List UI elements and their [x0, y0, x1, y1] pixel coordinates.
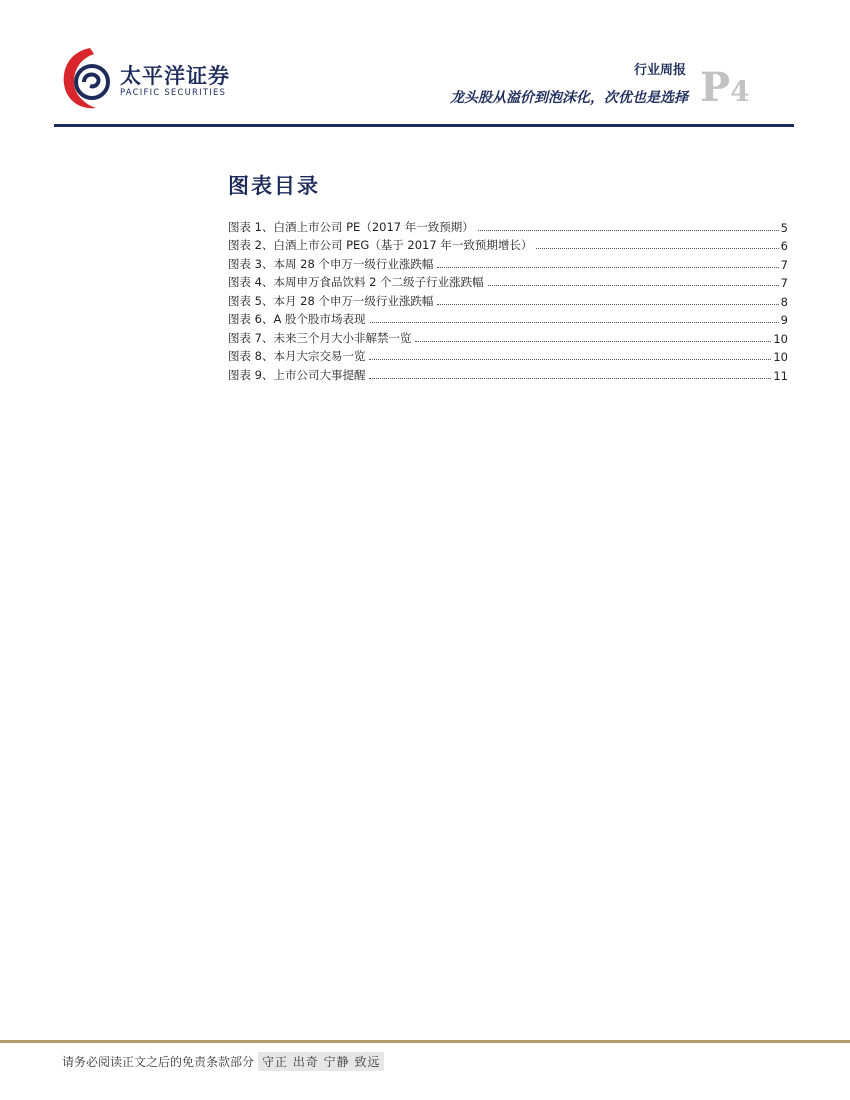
page-prefix: P	[700, 64, 731, 111]
toc-item[interactable]	[228, 253, 788, 272]
report-title: 龙头股从溢价到泡沫化，次优也是选择	[450, 90, 688, 106]
toc-item-page: 8	[780, 294, 788, 309]
toc-item-label: 图表 8、本月大宗交易一览	[228, 349, 366, 363]
toc-item[interactable]	[228, 235, 788, 254]
footer-divider	[0, 1040, 850, 1043]
toc-leader-dots	[370, 321, 779, 323]
toc-leader-dots	[536, 247, 778, 249]
toc-item-page: 9	[780, 313, 788, 327]
page-indicator	[700, 64, 750, 111]
pacific-securities-logo-icon	[60, 44, 116, 112]
toc-item[interactable]	[228, 290, 788, 309]
header-divider	[54, 124, 794, 127]
toc-leader-dots	[437, 303, 778, 305]
toc-item[interactable]	[228, 346, 788, 365]
toc-item[interactable]	[228, 327, 788, 346]
toc-item-page: 6	[780, 239, 788, 253]
toc-item-page: 7	[780, 257, 788, 272]
toc-leader-dots	[415, 340, 771, 342]
page-number: 4	[730, 75, 750, 108]
toc-item-label: 图表 1、白酒上市公司 PE（2017 年一致预期）	[228, 219, 474, 234]
toc-item[interactable]	[228, 364, 788, 383]
toc-item[interactable]	[228, 216, 788, 235]
toc-item-label: 图表 5、本月 28 个申万一级行业涨跌幅	[228, 293, 434, 308]
footer-motto: 守正 出奇 宁静 致远	[258, 1052, 384, 1071]
company-logo	[60, 44, 235, 112]
toc-item-label: 图表 9、上市公司大事提醒	[228, 367, 366, 382]
logo-name-cn: 太平洋证券	[120, 64, 230, 88]
toc-item-label: 图表 3、本周 28 个申万一级行业涨跌幅	[228, 256, 434, 271]
toc-item-label: 图表 7、未来三个月大小非解禁一览	[228, 330, 412, 345]
toc-item-page: 10	[773, 331, 788, 346]
toc-heading: 图表目录	[228, 174, 320, 198]
toc-item[interactable]	[228, 272, 788, 291]
toc-item-page: 5	[780, 220, 788, 235]
table-of-figures	[228, 216, 788, 383]
toc-item-label: 图表 6、A 股个股市场表现	[228, 312, 366, 326]
toc-leader-dots	[369, 377, 771, 379]
toc-item-label: 图表 4、本周申万食品饮料 2 个二级子行业涨跌幅	[228, 275, 484, 289]
footer-disclaimer: 请务必阅读正文之后的免责条款部分	[62, 1055, 255, 1069]
toc-leader-dots	[437, 266, 778, 268]
toc-item-label: 图表 2、白酒上市公司 PEG（基于 2017 年一致预期增长）	[228, 238, 533, 252]
toc-item-page: 11	[773, 368, 788, 383]
toc-leader-dots	[478, 229, 779, 231]
toc-item-page: 10	[773, 350, 788, 364]
toc-leader-dots	[369, 358, 771, 360]
toc-leader-dots	[488, 284, 779, 286]
logo-name-en: PACIFIC SECURITIES	[120, 88, 227, 98]
footer	[62, 1052, 384, 1071]
toc-item[interactable]	[228, 309, 788, 328]
report-type: 行业周报	[633, 63, 686, 78]
toc-item-page: 7	[780, 276, 788, 290]
